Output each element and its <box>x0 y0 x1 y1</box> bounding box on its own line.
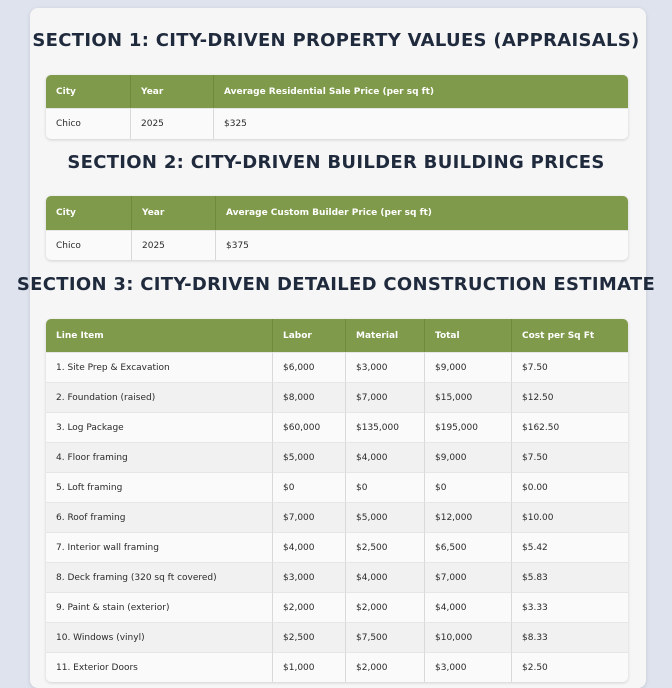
column-header-avg-sale-price: Average Residential Sale Price (per sq ft) <box>214 75 628 108</box>
cell-line-item: 7. Interior wall framing <box>46 532 273 562</box>
table-row <box>46 592 628 622</box>
cell-material: $2,000 <box>346 652 425 682</box>
cell-total: $9,000 <box>425 352 512 382</box>
cell-labor: $0 <box>273 472 346 502</box>
cell-city: Chico <box>46 108 131 139</box>
table-row <box>46 622 628 652</box>
cell-cost-per-sqft: $5.42 <box>512 532 628 562</box>
table-header-row <box>46 319 628 352</box>
cell-cost-per-sqft: $3.33 <box>512 592 628 622</box>
table-header-row <box>46 75 628 108</box>
cell-total: $3,000 <box>425 652 512 682</box>
table-row <box>46 412 628 442</box>
construction-estimate-table <box>46 319 628 682</box>
cell-labor: $4,000 <box>273 532 346 562</box>
cell-cost-per-sqft: $162.50 <box>512 412 628 442</box>
section2-title: SECTION 2: CITY-DRIVEN BUILDER BUILDING PRICES <box>67 152 605 173</box>
builder-prices-table <box>46 196 628 260</box>
cell-labor: $7,000 <box>273 502 346 532</box>
cell-total: $10,000 <box>425 622 512 652</box>
cell-labor: $2,500 <box>273 622 346 652</box>
table-row <box>46 652 628 682</box>
table-row <box>46 230 628 260</box>
cell-total: $0 <box>425 472 512 502</box>
property-values-table <box>46 75 628 139</box>
cell-line-item: 5. Loft framing <box>46 472 273 502</box>
cell-line-item: 4. Floor framing <box>46 442 273 472</box>
cell-labor: $6,000 <box>273 352 346 382</box>
cell-cost-per-sqft: $7.50 <box>512 352 628 382</box>
cell-material: $0 <box>346 472 425 502</box>
cell-material: $4,000 <box>346 442 425 472</box>
section1-title: SECTION 1: CITY-DRIVEN PROPERTY VALUES (APPRAISALS) <box>32 30 640 51</box>
cell-line-item: 9. Paint & stain (exterior) <box>46 592 273 622</box>
cell-material: $5,000 <box>346 502 425 532</box>
cell-labor: $2,000 <box>273 592 346 622</box>
cell-cost-per-sqft: $0.00 <box>512 472 628 502</box>
cell-total: $9,000 <box>425 442 512 472</box>
cell-labor: $1,000 <box>273 652 346 682</box>
column-header-labor: Labor <box>273 319 346 352</box>
cell-labor: $3,000 <box>273 562 346 592</box>
table-row <box>46 352 628 382</box>
table-row <box>46 382 628 412</box>
cell-cost-per-sqft: $10.00 <box>512 502 628 532</box>
column-header-year: Year <box>132 196 216 230</box>
cell-cost-per-sqft: $5.83 <box>512 562 628 592</box>
cell-material: $7,000 <box>346 382 425 412</box>
cell-cost-per-sqft: $8.33 <box>512 622 628 652</box>
cell-line-item: 2. Foundation (raised) <box>46 382 273 412</box>
table-row <box>46 562 628 592</box>
column-header-line-item: Line Item <box>46 319 273 352</box>
cell-labor: $8,000 <box>273 382 346 412</box>
cell-material: $2,500 <box>346 532 425 562</box>
cell-material: $3,000 <box>346 352 425 382</box>
column-header-city: City <box>46 75 131 108</box>
cell-year: 2025 <box>131 108 214 139</box>
table-row <box>46 442 628 472</box>
column-header-year: Year <box>131 75 214 108</box>
cell-labor: $5,000 <box>273 442 346 472</box>
column-header-cost-per-sqft: Cost per Sq Ft <box>512 319 628 352</box>
cell-cost-per-sqft: $2.50 <box>512 652 628 682</box>
cell-total: $7,000 <box>425 562 512 592</box>
cell-city: Chico <box>46 230 132 260</box>
cell-material: $7,500 <box>346 622 425 652</box>
cell-total: $4,000 <box>425 592 512 622</box>
column-header-total: Total <box>425 319 512 352</box>
cell-line-item: 8. Deck framing (320 sq ft covered) <box>46 562 273 592</box>
cell-cost-per-sqft: $12.50 <box>512 382 628 412</box>
cell-line-item: 11. Exterior Doors <box>46 652 273 682</box>
cell-line-item: 1. Site Prep & Excavation <box>46 352 273 382</box>
cell-total: $15,000 <box>425 382 512 412</box>
cell-total: $6,500 <box>425 532 512 562</box>
table-row <box>46 532 628 562</box>
cell-material: $4,000 <box>346 562 425 592</box>
cell-cost-per-sqft: $7.50 <box>512 442 628 472</box>
cell-labor: $60,000 <box>273 412 346 442</box>
column-header-avg-builder-price: Average Custom Builder Price (per sq ft) <box>216 196 628 230</box>
table-row <box>46 472 628 502</box>
table-row <box>46 108 628 139</box>
cell-line-item: 6. Roof framing <box>46 502 273 532</box>
cell-total: $195,000 <box>425 412 512 442</box>
table-row <box>46 502 628 532</box>
cell-avg-sale-price: $325 <box>214 108 628 139</box>
cell-line-item: 10. Windows (vinyl) <box>46 622 273 652</box>
cell-line-item: 3. Log Package <box>46 412 273 442</box>
cell-material: $135,000 <box>346 412 425 442</box>
cell-year: 2025 <box>132 230 216 260</box>
section3-title: SECTION 3: CITY-DRIVEN DETAILED CONSTRUCTION ESTIMATE <box>16 274 656 295</box>
cell-avg-builder-price: $375 <box>216 230 628 260</box>
column-header-material: Material <box>346 319 425 352</box>
cell-material: $2,000 <box>346 592 425 622</box>
table-header-row <box>46 196 628 230</box>
cell-total: $12,000 <box>425 502 512 532</box>
column-header-city: City <box>46 196 132 230</box>
